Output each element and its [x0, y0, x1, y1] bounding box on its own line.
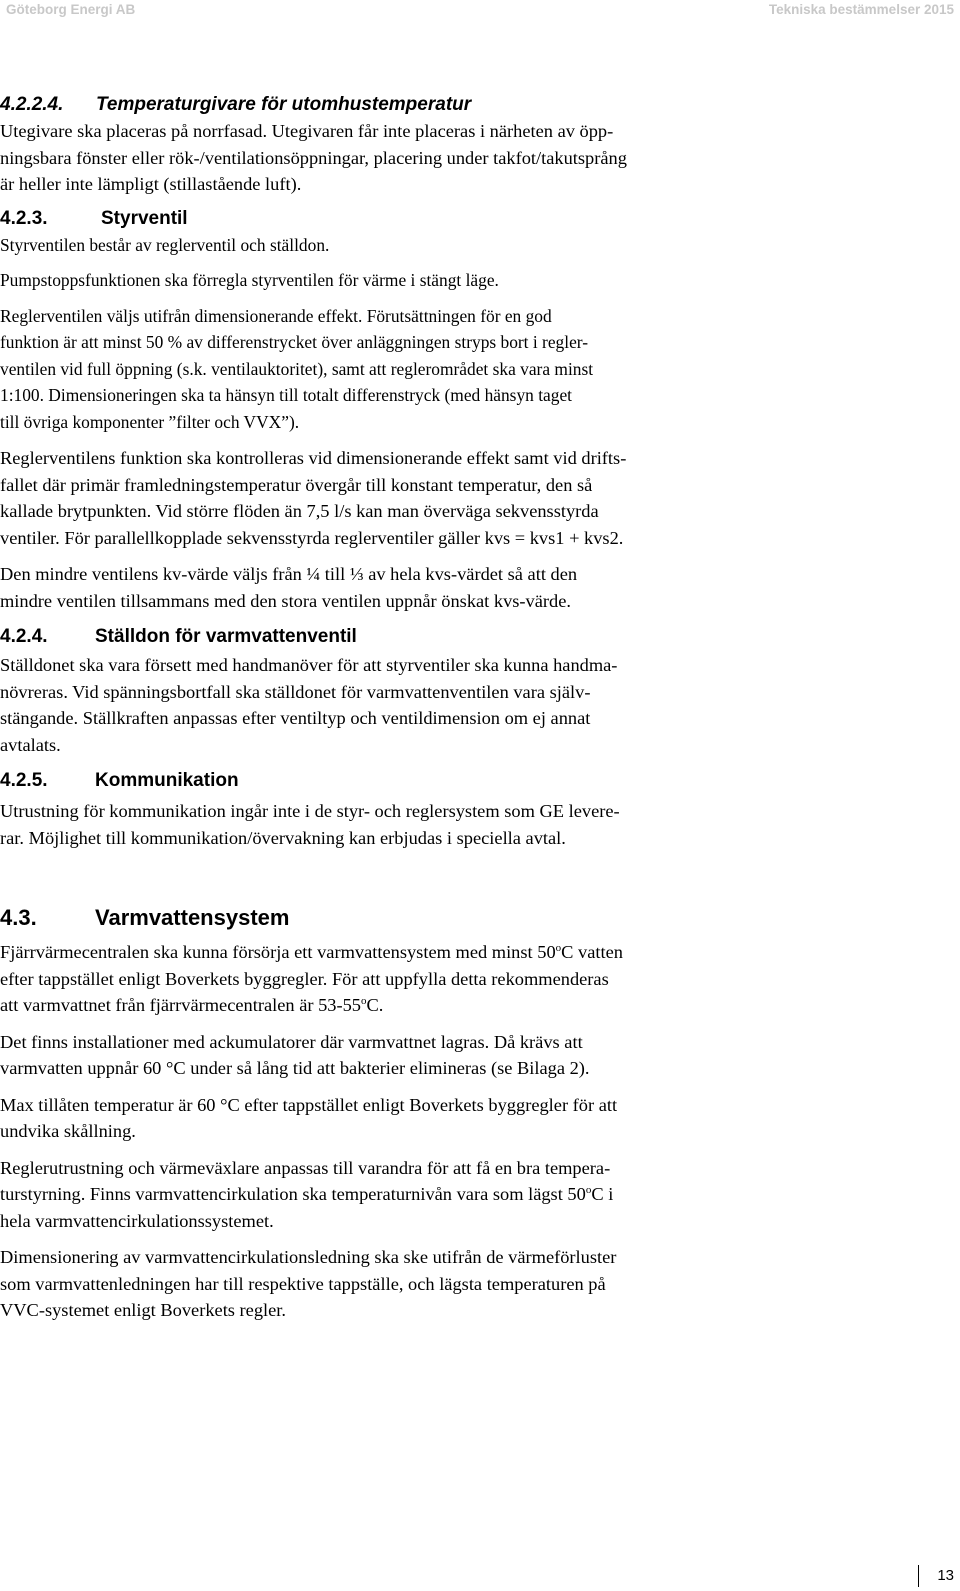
- page-number: 13: [918, 1565, 954, 1587]
- heading-4-2-5: [0, 768, 790, 794]
- paragraph-valve-dimensioning: [0, 303, 790, 436]
- heading-4-2-3: [0, 206, 790, 232]
- paragraph-circulation-dimensioning: [0, 1244, 790, 1324]
- heading-number: 4.3.: [0, 905, 37, 930]
- text-line: kallade brytpunkten. Vid större flöden än 7,5 l/s kan man överväga sekvensstyrda: [0, 501, 599, 521]
- document-body: [0, 92, 790, 1324]
- text-line: Utegivare ska placeras på norrfasad. Utegivaren får inte placeras i närheten av öpp-: [0, 121, 614, 141]
- heading-4-3: [0, 903, 790, 933]
- paragraph-control-equipment: [0, 1155, 790, 1235]
- header-document-title: Tekniska bestämmelser 2015: [768, 2, 954, 17]
- paragraph-outdoor-sensor: [0, 118, 790, 198]
- text-line: avtalats.: [0, 734, 61, 755]
- text-line: som varmvattenledningen har till respektive tappställe, och lägsta temperaturen på: [0, 1273, 606, 1294]
- heading-number: 4.2.4.: [0, 626, 48, 647]
- heading-title: Ställdon för varmvattenventil: [95, 626, 357, 647]
- paragraph-pump-stop: Pumpstoppsfunktionen ska förregla styrventilen för värme i stängt läge.: [0, 270, 499, 290]
- heading-title: Varmvattensystem: [95, 905, 290, 930]
- text-line: efter tappstället enligt Boverkets byggregler. För att uppfylla detta rekommenderas: [0, 968, 609, 989]
- text-line: ventilen vid full öppning (s.k. ventilauktoritet), samt att reglerområdet ska vara minst: [0, 358, 594, 379]
- text-line: till övriga komponenter ”filter och VVX”).: [0, 411, 300, 432]
- text-line: Dimensionering av varmvattencirkulationsledning ska ske utifrån de värmeförluster: [0, 1247, 617, 1267]
- text-line: är heller inte lämpligt (stillastående luft).: [0, 174, 302, 194]
- text-line: Fjärrvärmecentralen ska kunna försörja ett varmvattensystem med minst 50$^o$C vatten: [0, 942, 623, 962]
- text-line: varmvatten uppnår 60 °C under så lång tid att bakterier elimineras (se Bilaga 2).: [0, 1058, 590, 1078]
- paragraph-max-temperature: [0, 1092, 790, 1145]
- paragraph-control-valve-parts: Styrventilen består av reglerventil och ställdon.: [0, 234, 330, 255]
- heading-number: 4.2.5.: [0, 770, 48, 791]
- text-line: att varmvattnet från fjärrvärmecentralen är 53-55$^o$C.: [0, 995, 384, 1015]
- heading-title: Kommunikation: [95, 770, 239, 791]
- text-line: turstyrning. Finns varmvattencirkulation ska temperaturnivån vara som lägst 50$^o$C i: [0, 1184, 614, 1204]
- heading-4-2-4: [0, 624, 790, 650]
- text-line: Reglerventilens funktion ska kontrolleras vid dimensionerande effekt samt vid drifts-: [0, 448, 627, 468]
- paragraph-valve-function: [0, 445, 790, 551]
- page-header: [0, 0, 960, 22]
- text-line: Reglerutrustning och värmeväxlare anpassas till varandra för att få en bra tempera-: [0, 1157, 611, 1178]
- text-line: stängande. Ställkraften anpassas efter ventiltyp och ventildimension om ej annat: [0, 708, 591, 728]
- text-line: Max tillåten temperatur är 60 °C efter tappstället enligt Boverkets byggregler för att: [0, 1094, 618, 1115]
- text-line: Det finns installationer med ackumulatorer där varmvattnet lagras. Då krävs att: [0, 1031, 583, 1052]
- header-company: Göteborg Energi AB: [6, 2, 136, 17]
- heading-4-2-2-4: [0, 92, 790, 118]
- text-line: funktion är att minst 50 % av differenstrycket över anläggningen stryps bort i regler-: [0, 332, 589, 352]
- heading-title: Styrventil: [101, 207, 188, 229]
- text-line: Den mindre ventilens kv-värde väljs från ¼ till ⅓ av hela kvs-värdet så att den: [0, 564, 578, 584]
- text-line: Reglerventilen väljs utifrån dimensionerande effekt. Förutsättningen för en god: [0, 305, 552, 326]
- text-line: undvika skållning.: [0, 1121, 136, 1141]
- text-line: 1:100. Dimensioneringen ska ta hänsyn till totalt differenstryck (med hänsyn taget: [0, 385, 572, 405]
- heading-title: Temperaturgivare för utomhustemperatur: [96, 94, 472, 115]
- text-line: növreras. Vid spänningsbortfall ska ställdonet för varmvattenventilen vara själv-: [0, 681, 591, 702]
- heading-number: 4.2.2.4.: [0, 94, 64, 115]
- paragraph-smaller-valve: [0, 561, 790, 614]
- text-line: VVC-systemet enligt Boverkets regler.: [0, 1300, 287, 1320]
- text-line: Ställdonet ska vara försett med handmanöver för att styrventiler ska kunna handma-: [0, 655, 618, 675]
- text-line: ventiler. För parallellkopplade sekvensstyrda reglerventiler gäller kvs = kvs1 + kvs2.: [0, 527, 624, 548]
- text-line: fallet där primär framledningstemperatur övergår till konstant temperatur, den så: [0, 474, 593, 495]
- text-line: Utrustning för kommunikation ingår inte i de styr- och reglersystem som GE levere-: [0, 801, 620, 821]
- paragraph-communication: [0, 798, 790, 851]
- paragraph-hot-water-supply: [0, 939, 790, 1019]
- text-line: hela varmvattencirkulationssystemet.: [0, 1210, 274, 1231]
- text-line: ningsbara fönster eller rök-/ventilationsöppningar, placering under takfot/takutsprång: [0, 147, 627, 168]
- text-line: mindre ventilen tillsammans med den stora ventilen uppnår önskat kvs-värde.: [0, 590, 571, 611]
- text-line: rar. Möjlighet till kommunikation/övervakning kan erbjudas i speciella avtal.: [0, 827, 566, 848]
- heading-number: 4.2.3.: [0, 207, 48, 229]
- paragraph-actuator: [0, 652, 790, 758]
- paragraph-accumulators: [0, 1029, 790, 1082]
